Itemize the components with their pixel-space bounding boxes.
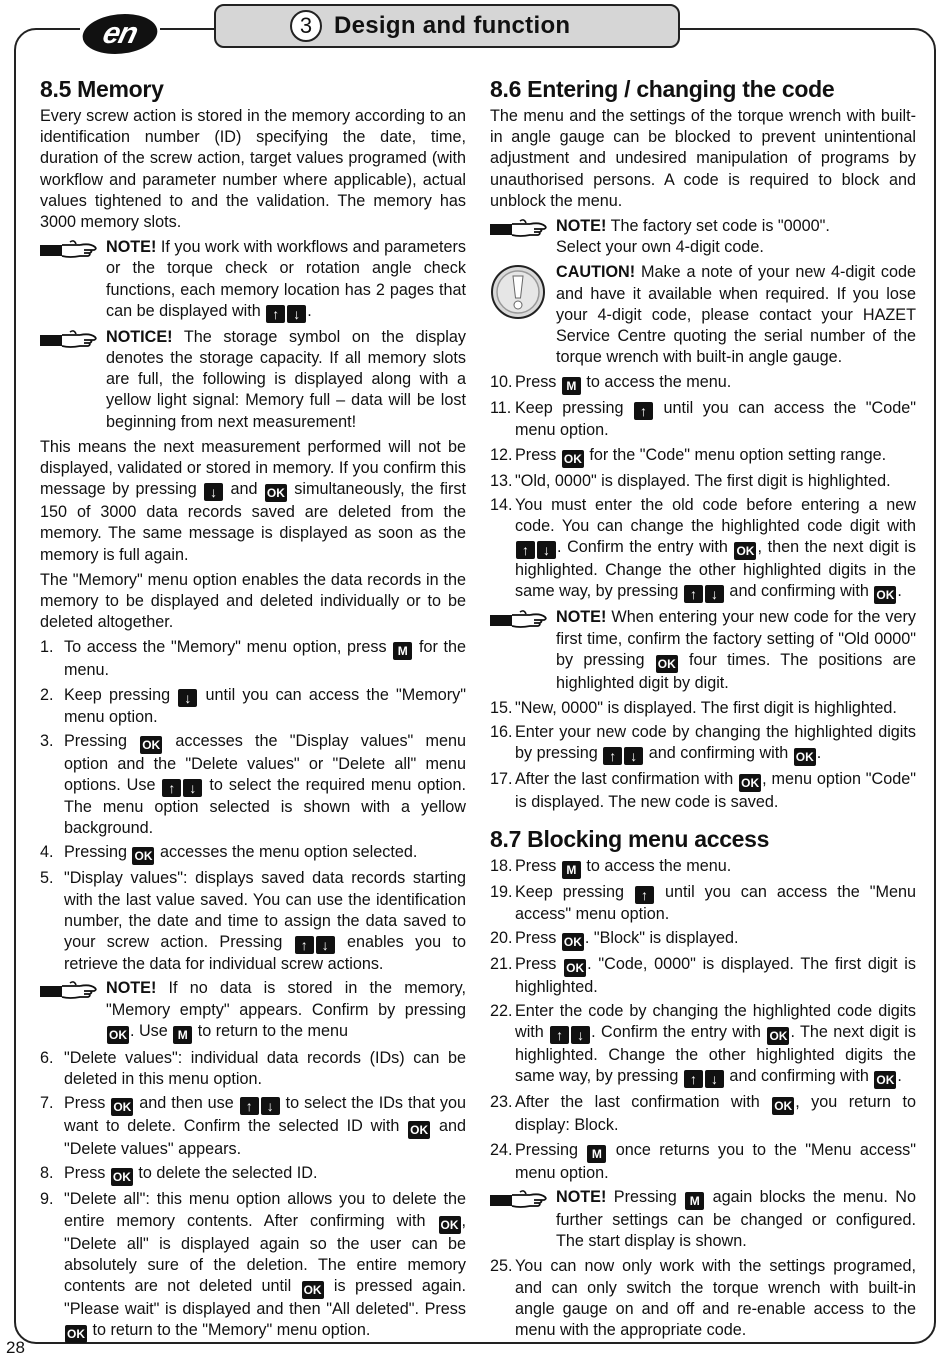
note-block: NOTE! The factory set code is "0000". Select your own 4-digit code. — [490, 216, 916, 258]
exclamation-warning-icon — [490, 262, 556, 368]
memory-menu-paragraph: The "Memory" menu option enables the data records in the memory to be displayed and deleted individually or to be deleted altogether. — [40, 570, 466, 632]
ok-key-icon: OK — [303, 1282, 322, 1297]
ok-key-icon: OK — [876, 1073, 895, 1088]
down-key-icon: ↓ — [204, 483, 223, 501]
up-key-icon: ↑ — [635, 886, 654, 904]
ok-key-icon: OK — [142, 737, 161, 752]
list-item: 1. To access the "Memory" menu option, press M for the menu. — [40, 638, 467, 680]
language-code: en — [78, 14, 162, 54]
down-key-icon: ↓ — [624, 747, 643, 765]
m-key-icon: M — [562, 861, 581, 879]
up-key-icon: ↑ — [684, 1070, 703, 1088]
ok-key-icon: OK — [113, 1100, 132, 1115]
m-key-icon: M — [562, 377, 581, 395]
notice-label: NOTICE! — [106, 327, 173, 346]
up-key-icon: ↑ — [266, 305, 285, 323]
note-block: NOTE! Pressing M again blocks the menu. No further settings can be changed or configured. The start display is shown. — [490, 1187, 916, 1252]
list-item: 6. "Delete values": individual data records (IDs) can be deleted in this menu option. — [40, 1048, 466, 1088]
m-key-icon: M — [393, 642, 412, 660]
list-item: 21. Press OK . "Code, 0000" is displayed. The first digit is highlighted. — [490, 954, 916, 996]
down-key-icon: ↓ — [537, 541, 556, 559]
list-item: 16. Enter your new code by changing the highlighted digits by pressing ↑ ↓ and confirming with OK . — [490, 723, 916, 765]
up-key-icon: ↑ — [516, 541, 535, 559]
list-item: 17. After the last confirmation with OK , menu option "Code" is displayed. The new code is saved. — [490, 770, 917, 812]
hand-pointer-icon — [490, 1187, 556, 1252]
ok-key-icon: OK — [657, 656, 676, 671]
hand-pointer-icon — [490, 607, 556, 694]
list-item: 3. Pressing OK accesses the "Display values" menu option and the "Delete values" or "Delete all" menu options. Use ↑ ↓ to select the required menu option. The menu option selected is shown with a yellow background. — [40, 731, 466, 838]
hand-pointer-icon — [490, 216, 556, 258]
list-item: 18. Press M to access the menu. — [490, 856, 732, 877]
list-item: 23. After the last confirmation with OK , you return to display: Block. — [490, 1093, 916, 1135]
section-heading-code: 8.6 Entering / changing the code — [490, 76, 835, 102]
list-item: 11. Keep pressing ↑ until you can access the "Code" menu option. — [490, 399, 916, 440]
list-item: 8. Press OK to delete the selected ID. — [40, 1164, 318, 1185]
note-label: NOTE! — [556, 1187, 607, 1206]
list-item: 4. Pressing OK accesses the menu option selected. — [40, 843, 418, 864]
ok-key-icon: OK — [876, 588, 895, 603]
notice-block: NOTICE! The storage symbol on the display denotes the storage capacity. If all memory slots are full, the following is displayed along with a yellow light signal: Memory full – data will be lost beginning from next measurement! — [40, 327, 466, 433]
list-item: 13. "Old, 0000" is displayed. The first digit is highlighted. — [490, 471, 891, 490]
ok-key-icon: OK — [440, 1217, 459, 1232]
up-key-icon: ↑ — [684, 585, 703, 603]
memory-full-paragraph: This means the next measurement performed will not be displayed, validated or stored in memory. If you confirm this message by pressing ↓ and OK simultaneously, the first 150 of 3000 data records saved are deleted from the memory. The same message is displayed as soon as the memory is full again. — [40, 437, 466, 564]
ok-key-icon: OK — [563, 934, 582, 949]
right-column — [490, 76, 916, 1344]
down-key-icon: ↓ — [178, 689, 197, 707]
up-key-icon: ↑ — [295, 936, 314, 954]
up-key-icon: ↑ — [240, 1097, 259, 1115]
m-key-icon: M — [173, 1026, 192, 1044]
ok-key-icon: OK — [774, 1099, 793, 1114]
ok-key-icon: OK — [736, 544, 755, 559]
ok-key-icon: OK — [410, 1123, 429, 1138]
left-column — [40, 76, 466, 1346]
memory-intro: Every screw action is stored in the memory according to an identification number (ID) specifying the date, time, duration of the screw action, target values programed (with workflow and parameter number where applicable), actual values tightened to and the validation. The memory has 3000 memory slots. — [40, 107, 466, 232]
caution-label: CAUTION! — [556, 263, 636, 282]
note-block: NOTE! When entering your new code for the very first time, confirm the factory setting of "Old 0000" by pressing OK four times. The positions are highlighted digit by digit. — [490, 607, 916, 694]
m-key-icon: M — [685, 1192, 704, 1210]
list-item: 9. "Delete all": this menu option allows you to delete the entire memory contents. After confirming with OK , "Delete all" is displayed again so the user can be absolutely sure of the deletion. The entire memory contents are not deleted until OK is pressed again. "Please wait" is displayed and then "All deleted". Press OK to return to the "Memory" menu option. — [40, 1190, 466, 1342]
note-label: NOTE! — [556, 608, 607, 627]
list-item: 2. Keep pressing ↓ until you can access the "Memory" menu option. — [40, 685, 466, 726]
caution-block: CAUTION! Make a note of your new 4-digit code and have it available when required. If you lose your 4-digit code, please contact your HAZET Service Centre quoting the serial number of the torque wrench with built-in angle gauge. — [490, 262, 916, 368]
note-block: NOTE! If you work with workflows and parameters or the torque check or rotation angle check functions, each memory location has 2 pages that can be displayed with ↑ ↓ . — [40, 237, 466, 323]
hand-pointer-icon — [40, 327, 106, 433]
code-intro: The menu and the settings of the torque wrench with built-in angle gauge can be blocked to prevent unintentional adjustment and undesired manipulation of programs by unauthorised persons. A code is required to block and unblock the menu. — [490, 107, 916, 210]
note-label: NOTE! — [556, 217, 607, 236]
up-key-icon: ↑ — [550, 1026, 569, 1044]
note-label: NOTE! — [106, 979, 157, 998]
m-key-icon: M — [587, 1145, 606, 1163]
list-item: 19. Keep pressing ↑ until you can access the "Menu access" menu option. — [490, 882, 916, 923]
list-item: 14. You must enter the old code before entering a new code. You can change the highlighted code digit with ↑ ↓ . Confirm the entry with OK , then the next digit is highlighted. Change the other highlighted digits in the same way, by pressing ↑ ↓ and confirming with OK . — [490, 495, 916, 603]
list-item: 20. Press OK . "Block" is displayed. — [490, 928, 739, 949]
note-label: NOTE! — [106, 238, 157, 257]
up-key-icon: ↑ — [162, 779, 181, 797]
list-item: 5. "Display values": displays saved data records starting with the last value saved. You can use the identification number, the date and time to assign the data saved to your screw action. Pressing ↑ ↓ enables you to retrieve the data for individual screw actions. — [40, 869, 466, 974]
list-item: 22. Enter the code by changing the highlighted code digits with ↑ ↓ . Confirm the entry with OK . The next digit is highlighted. Change the other highlighted digits the same way, by pressing ↑ ↓ and confirming with OK . — [490, 1002, 916, 1088]
down-key-icon: ↓ — [571, 1026, 590, 1044]
chapter-number: 3 — [290, 10, 322, 42]
list-item: 25. You can now only work with the settings programed, and can only switch the torque wrench with built-in angle gauge on and off and re-enable access to the menu with the appropriate code. — [490, 1257, 916, 1339]
ok-key-icon: OK — [566, 960, 585, 975]
list-item: 24. Pressing M once returns you to the "Menu access" menu option. — [490, 1140, 917, 1182]
up-key-icon: ↑ — [603, 747, 622, 765]
list-item: 7. Press OK and then use ↑ ↓ to select the IDs that you want to delete. Confirm the selected ID with OK and "Delete values" appears. — [40, 1094, 466, 1159]
chapter-title: Design and function — [334, 12, 571, 39]
ok-key-icon: OK — [563, 451, 582, 466]
down-key-icon: ↓ — [316, 936, 335, 954]
ok-key-icon: OK — [795, 750, 814, 765]
down-key-icon: ↓ — [287, 305, 306, 323]
ok-key-icon: OK — [109, 1027, 127, 1042]
list-item: 15. "New, 0000" is displayed. The first digit is highlighted. — [490, 699, 897, 718]
list-item: 10. Press M to access the menu. — [490, 373, 732, 394]
hand-pointer-icon — [40, 978, 106, 1043]
down-key-icon: ↓ — [261, 1097, 280, 1115]
ok-key-icon: OK — [769, 1029, 788, 1044]
ok-key-icon: OK — [266, 486, 285, 501]
chapter-header — [214, 4, 680, 48]
up-key-icon: ↑ — [634, 402, 653, 420]
ok-key-icon: OK — [112, 1170, 131, 1185]
list-item: 12. Press OK for the "Code" menu option setting range. — [490, 445, 887, 466]
section-heading-blocking: 8.7 Blocking menu access — [490, 825, 770, 852]
down-key-icon: ↓ — [705, 585, 724, 603]
note-block: NOTE! If no data is stored in the memory, "Memory empty" appears. Confirm by pressing OK . Use M to return to the menu — [40, 978, 466, 1043]
ok-key-icon: OK — [134, 849, 153, 864]
down-key-icon: ↓ — [705, 1070, 724, 1088]
section-heading-memory: 8.5 Memory — [40, 76, 164, 102]
down-key-icon: ↓ — [183, 779, 202, 797]
ok-key-icon: OK — [67, 1327, 85, 1342]
page-number: 28 — [6, 1338, 25, 1357]
hand-pointer-icon — [40, 237, 106, 323]
language-badge — [80, 12, 160, 56]
ok-key-icon: OK — [741, 776, 760, 791]
